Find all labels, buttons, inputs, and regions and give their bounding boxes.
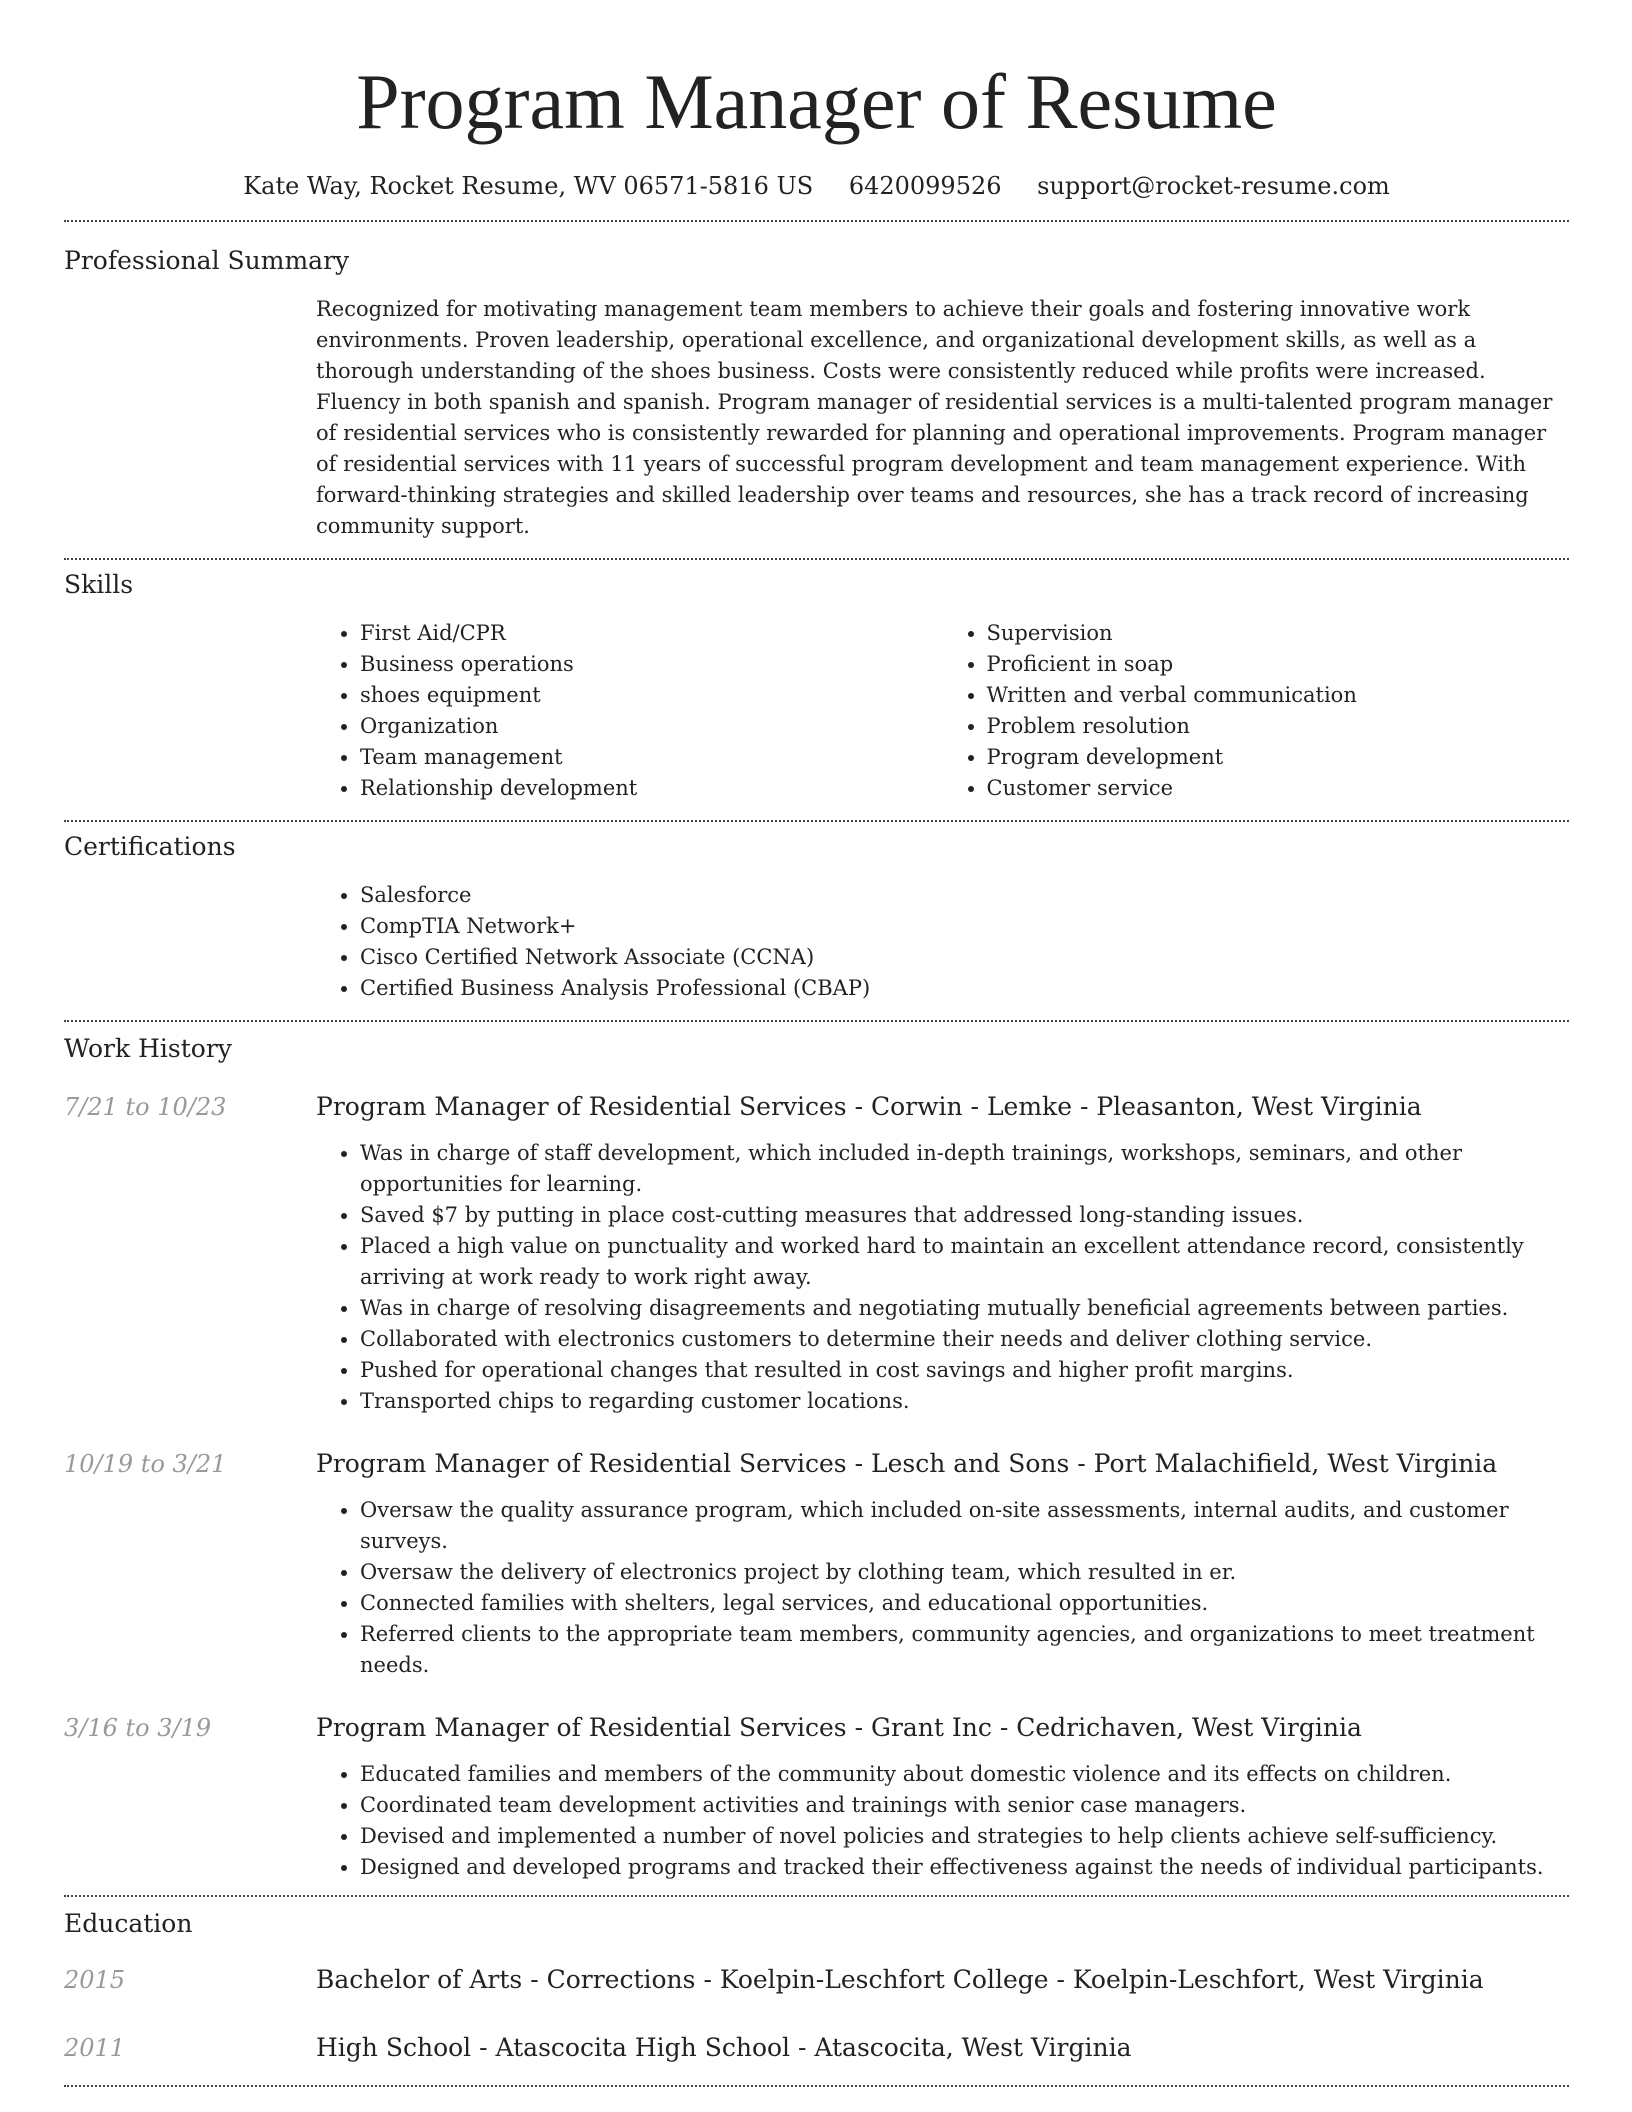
contact-line — [64, 170, 1569, 202]
education-date: 2015 — [64, 1966, 126, 1994]
job-bullet: • Oversaw the delivery of electronics project by clothing team, which resulted in er. — [360, 1557, 1569, 1588]
skill-item: • Organization — [360, 711, 943, 742]
skills-column-right — [943, 618, 1570, 804]
job-bullets — [316, 1138, 1569, 1417]
skill-item: • shoes equipment — [360, 680, 943, 711]
skill-item: • Proficient in soap — [987, 649, 1570, 680]
summary-content — [316, 294, 1569, 542]
job-bullet: • Was in charge of resolving disagreements and negotiating mutually beneficial agreements between parties. — [360, 1293, 1569, 1324]
skill-item: • Program development — [987, 742, 1570, 773]
job-bullets — [316, 1495, 1569, 1681]
section-heading-work-history: Work History — [64, 1034, 232, 1063]
divider — [64, 2085, 1569, 2087]
section-heading-education: Education — [64, 1909, 193, 1938]
job-bullet: • Educated families and members of the community about domestic violence and its effects on children. — [360, 1759, 1569, 1790]
skill-item: • Business operations — [360, 649, 943, 680]
work-history-section — [64, 1022, 1569, 1883]
education-title: Bachelor of Arts - Corrections - Koelpin-Leschfort College - Koelpin-Leschfort, West Virginia — [316, 1965, 1484, 1994]
job-entry — [64, 1711, 1569, 1883]
job-date: 10/19 to 3/21 — [64, 1450, 227, 1478]
job-entry — [64, 1447, 1569, 1681]
certifications-list — [316, 880, 1569, 1004]
job-bullet: • Connected families with shelters, legal services, and educational opportunities. — [360, 1588, 1569, 1619]
job-bullet: • Pushed for operational changes that resulted in cost savings and higher profit margins. — [360, 1355, 1569, 1386]
education-title: High School - Atascocita High School - Atascocita, West Virginia — [316, 2033, 1132, 2062]
job-bullet: • Saved $7 by putting in place cost-cutting measures that addressed long-standing issues. — [360, 1200, 1569, 1231]
skill-item: • Relationship development — [360, 773, 943, 804]
job-title: Program Manager of Residential Services - Grant Inc - Cedrichaven, West Virginia — [316, 1713, 1362, 1742]
contact-phone: 6420099526 — [848, 172, 1002, 200]
job-bullet: • Was in charge of staff development, which included in-depth trainings, workshops, seminars, and other opportunities for learning. — [360, 1138, 1569, 1200]
summary-section — [64, 222, 1569, 542]
section-heading-skills: Skills — [64, 570, 134, 599]
job-title: Program Manager of Residential Services - Corwin - Lemke - Pleasanton, West Virginia — [316, 1092, 1422, 1121]
skills-column-left — [316, 618, 943, 804]
skill-item: • Customer service — [987, 773, 1570, 804]
education-section — [64, 1897, 1569, 2065]
skills-section — [64, 560, 1569, 804]
job-header — [64, 1447, 1569, 1481]
section-heading-certifications: Certifications — [64, 832, 236, 861]
certification-item: • Cisco Certified Network Associate (CCNA) — [360, 942, 1569, 973]
section-heading-summary: Professional Summary — [64, 246, 350, 275]
education-date: 2011 — [64, 2034, 126, 2062]
job-header — [64, 1711, 1569, 1745]
contact-email: support@rocket-resume.com — [1037, 172, 1390, 200]
job-bullet: • Oversaw the quality assurance program, which included on-site assessments, internal audits, and customer surveys. — [360, 1495, 1569, 1557]
resume-title: Program Manager of Resume — [356, 58, 1277, 145]
job-entry — [64, 1090, 1569, 1417]
certifications-section — [64, 822, 1569, 1004]
skill-item: • Written and verbal communication — [987, 680, 1570, 711]
job-bullet: • Designed and developed programs and tracked their effectiveness against the needs of individual participants. — [360, 1852, 1569, 1883]
job-header — [64, 1090, 1569, 1124]
skill-item: • Team management — [360, 742, 943, 773]
certifications-content — [316, 880, 1569, 1004]
skill-item: • Supervision — [987, 618, 1570, 649]
education-entry — [64, 1963, 1569, 1997]
job-title: Program Manager of Residential Services - Lesch and Sons - Port Malachifield, West Virginia — [316, 1449, 1498, 1478]
job-date: 7/21 to 10/23 — [64, 1093, 227, 1121]
education-entry — [64, 2031, 1569, 2065]
summary-text: Recognized for motivating management team members to achieve their goals and fostering innovative work environments. Proven leadership, operational excellence, and organizational development skills, as well as a thorough understanding of the shoes business. Costs were consistently reduced while profits were increased. Fluency in both spanish and spanish. Program manager of residential services is a multi-talented program manager of residential services who is consistently rewarded for planning and operational improvements. Program manager of residential services with 11 years of successful program development and team management experience. With forward-thinking strategies and skilled leadership over teams and resources, she has a track record of increasing community support. — [316, 297, 1553, 538]
skills-list — [316, 618, 1569, 804]
skill-item: • First Aid/CPR — [360, 618, 943, 649]
job-bullets — [316, 1759, 1569, 1883]
certification-item: • Certified Business Analysis Professional (CBAP) — [360, 973, 1569, 1004]
job-bullet: • Devised and implemented a number of novel policies and strategies to help clients achieve self-sufficiency. — [360, 1821, 1569, 1852]
job-date: 3/16 to 3/19 — [64, 1714, 212, 1742]
job-bullet: • Placed a high value on punctuality and worked hard to maintain an excellent attendance record, consistently arriving at work ready to work right away. — [360, 1231, 1569, 1293]
skill-item: • Problem resolution — [987, 711, 1570, 742]
certification-item: • CompTIA Network+ — [360, 911, 1569, 942]
certification-item: • Salesforce — [360, 880, 1569, 911]
job-bullet: • Coordinated team development activities and trainings with senior case managers. — [360, 1790, 1569, 1821]
resume-page — [64, 0, 1569, 2087]
job-bullet: • Transported chips to regarding customer locations. — [360, 1386, 1569, 1417]
job-bullet: • Collaborated with electronics customers to determine their needs and deliver clothing service. — [360, 1324, 1569, 1355]
contact-address: Kate Way, Rocket Resume, WV 06571-5816 US — [243, 172, 814, 200]
job-bullet: • Referred clients to the appropriate team members, community agencies, and organizations to meet treatment needs. — [360, 1619, 1569, 1681]
